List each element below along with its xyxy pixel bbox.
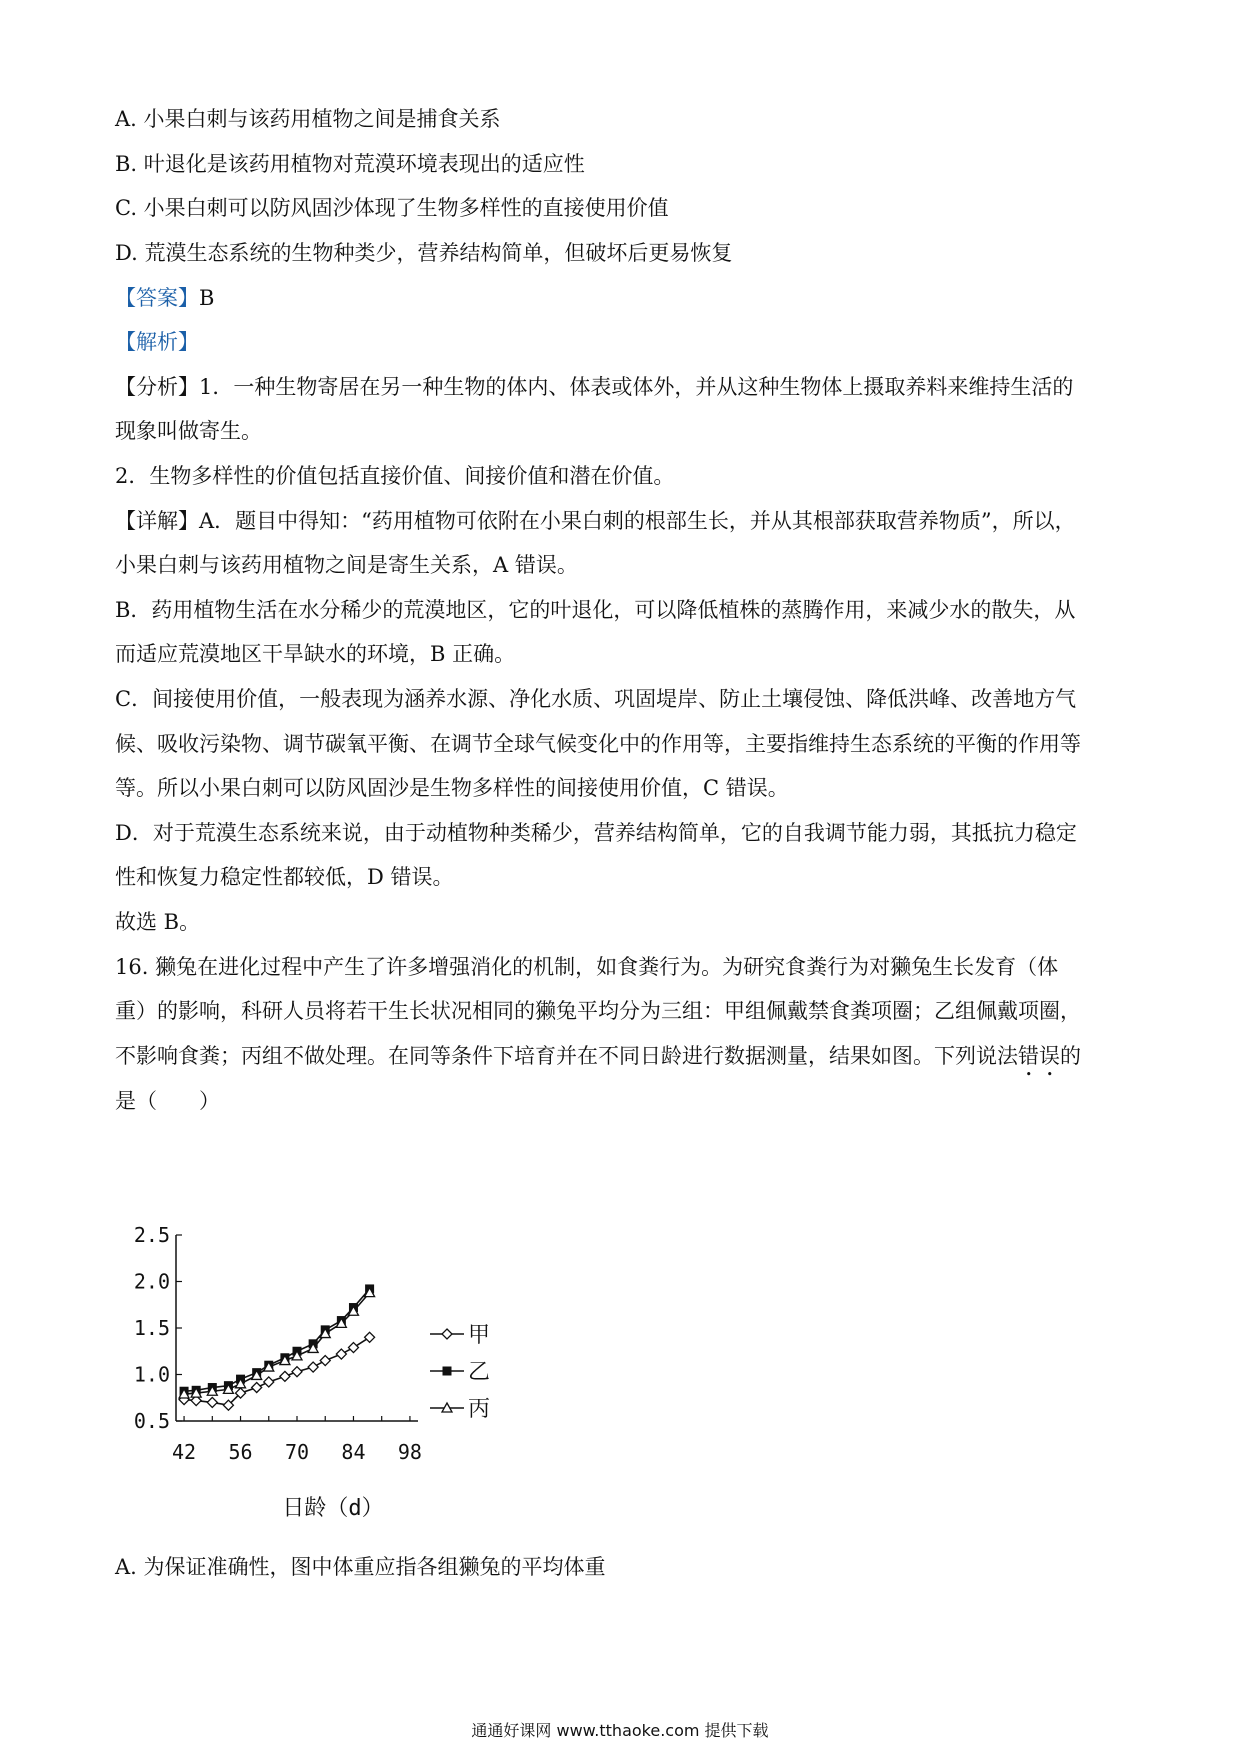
y-tick-labels	[134, 1225, 170, 1433]
data-point-diamond	[252, 1383, 262, 1393]
data-point-diamond	[264, 1377, 274, 1387]
y-tick-label: 2.0	[133, 1269, 170, 1294]
data-point-diamond	[207, 1397, 217, 1407]
fenxi-line-1	[115, 372, 1130, 402]
data-point-diamond	[336, 1349, 346, 1359]
footer-source: 通通好课网 www.tthaoke.com 提供下载	[471, 1721, 769, 1740]
legend-label: 甲	[468, 1323, 491, 1348]
chart-series	[179, 1285, 375, 1410]
x-axis-label: 日龄（d）	[282, 1496, 384, 1521]
xiangjie-conclusion: 故选 B。	[115, 910, 201, 934]
fenxi-line-2: 现象叫做寄生。	[115, 419, 262, 443]
option-a-bottom: A. 为保证准确性，图中体重应指各组獭兔的平均体重	[115, 1555, 606, 1579]
series-line	[184, 1289, 370, 1391]
data-point-diamond	[320, 1356, 330, 1366]
xiangjie-line-8: D．对于荒漠生态系统来说，由于动植物种类稀少，营养结构简单，它的自我调节能力弱，其抵抗力稳定	[115, 821, 1077, 845]
xiangjie-line-3: B．药用植物生活在水分稀少的荒漠地区，它的叶退化，可以降低植株的蒸腾作用，来减少水的散失，从	[115, 598, 1076, 622]
xiangjie-line-9: 性和恢复力稳定性都较低，D 错误。	[115, 865, 454, 889]
xiangjie-line-5: C．间接使用价值，一般表现为涵养水源、净化水质、巩固堤岸、防止土壤侵蚀、降低洪峰、改善地方气	[115, 687, 1077, 711]
answer-line	[115, 283, 1130, 313]
x-tick-label: 84	[341, 1440, 366, 1464]
option-d: D. 荒漠生态系统的生物种类少，营养结构简单，但破坏后更易恢复	[115, 241, 733, 265]
series-3	[179, 1288, 375, 1398]
answer-label: 【答案】	[115, 286, 199, 310]
data-point-diamond	[308, 1362, 318, 1372]
y-tick-label: 0.5	[133, 1409, 170, 1433]
series-1	[179, 1332, 375, 1410]
x-tick-label: 70	[284, 1440, 310, 1464]
data-point-square	[443, 1367, 451, 1375]
point-2: 2．生物多样性的价值包括直接价值、间接价值和潜在价值。	[115, 464, 675, 488]
option-b: B. 叶退化是该药用植物对荒漠环境表现出的适应性	[115, 152, 585, 176]
fenxi-label: 【分析】	[115, 375, 199, 399]
x-tick-label: 56	[228, 1440, 253, 1464]
xiangjie-line-2: 小果白刺与该药用植物之间是寄生关系，A 错误。	[115, 553, 578, 577]
data-point-diamond	[292, 1367, 302, 1377]
legend-label: 丙	[468, 1397, 491, 1422]
q16-line-1: 16. 獭兔在进化过程中产生了许多增强消化的机制，如食粪行为。为研究食粪行为对獭兔生长发育（体	[115, 955, 1059, 979]
xiangjie-line-1	[115, 506, 1130, 536]
option-c: C. 小果白刺可以防风固沙体现了生物多样性的直接使用价值	[115, 196, 669, 220]
legend-label: 乙	[468, 1360, 491, 1385]
x-tick-labels	[172, 1440, 422, 1464]
weight-line-chart	[118, 1225, 538, 1525]
xiangjie-label: 【详解】	[115, 509, 199, 533]
x-tick-label: 42	[172, 1440, 197, 1464]
option-a: A. 小果白刺与该药用植物之间是捕食关系	[115, 107, 501, 131]
y-tick-label: 1.5	[133, 1316, 170, 1340]
fenxi-text-1: 1．一种生物寄居在另一种生物的体内、体表或体外，并从这种生物体上摄取养料来维持生活的	[199, 375, 1074, 399]
y-tick-label: 2.5	[133, 1225, 170, 1247]
xiangjie-line-4: 而适应荒漠地区干旱缺水的环境，B 正确。	[115, 642, 516, 666]
analysis-label: 【解析】	[115, 330, 199, 354]
xiangjie-line-6: 候、吸收污染物、调节碳氧平衡、在调节全球气候变化中的作用等，主要指维持生态系统的平衡的作用等	[115, 732, 1081, 756]
q16-line-2: 重）的影响，科研人员将若干生长状况相同的獭兔平均分为三组：甲组佩戴禁食粪项圈；乙组佩戴项圈，	[115, 999, 1081, 1023]
xiangjie-text-1: A．题目中得知：“药用植物可依附在小果白刺的根部生长，并从其根部获取营养物质”，所以，	[199, 509, 1076, 533]
q16-line-4: 是（ ）	[115, 1089, 220, 1113]
answer-value: B	[199, 286, 215, 310]
chart-legend	[430, 1323, 490, 1422]
q16-line-3	[115, 1041, 1130, 1081]
data-point-diamond	[442, 1329, 452, 1339]
data-point-diamond	[348, 1343, 358, 1353]
q16-line-3-post: 的	[1060, 1044, 1081, 1068]
y-tick-label: 1.0	[133, 1362, 170, 1387]
xiangjie-line-7: 等。所以小果白刺可以防风固沙是生物多样性的间接使用价值，C 错误。	[115, 776, 789, 800]
q16-line-3-pre: 不影响食粪；丙组不做处理。在同等条件下培育并在不同日龄进行数据测量，结果如图。下列说法	[115, 1044, 1018, 1068]
data-point-diamond	[280, 1371, 290, 1381]
data-point-diamond	[365, 1332, 375, 1342]
x-tick-label: 98	[397, 1440, 422, 1464]
q16-emphasis: 错误	[1018, 1044, 1060, 1068]
